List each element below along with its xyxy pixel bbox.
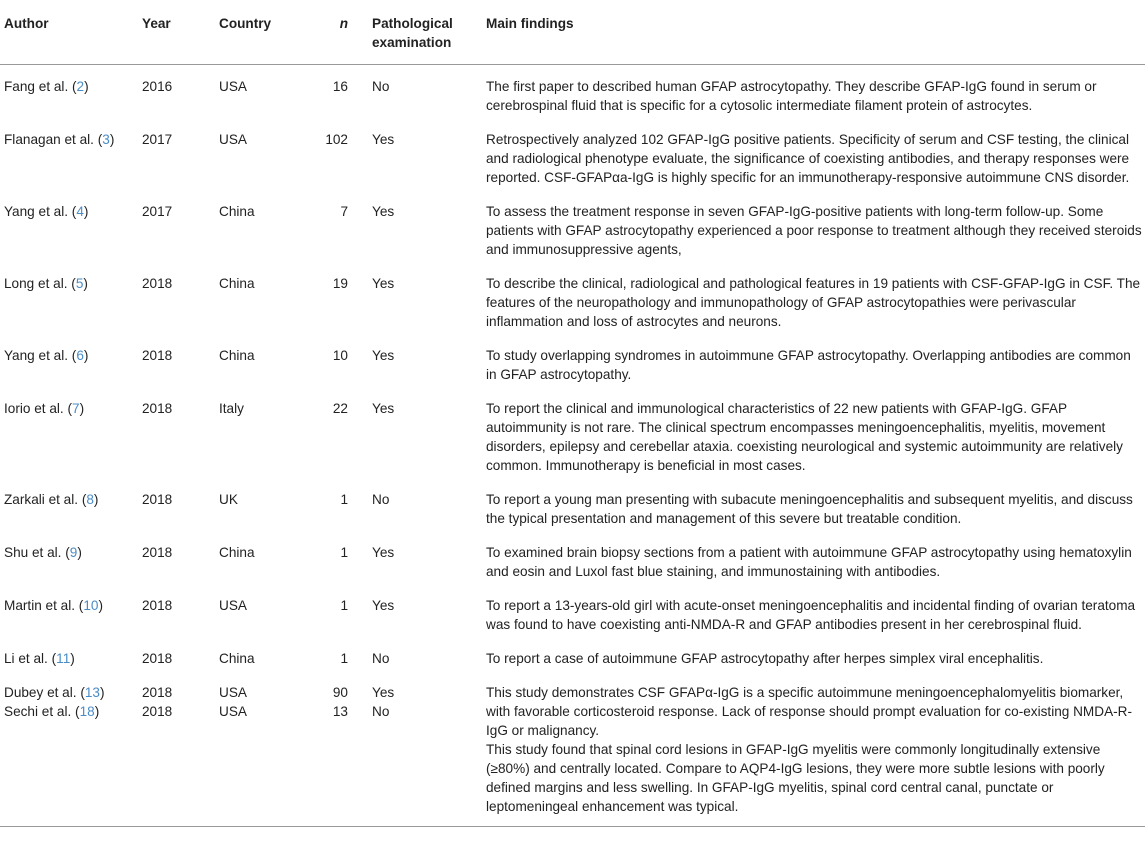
cell-findings: Retrospectively analyzed 102 GFAP-IgG positive patients. Specificity of serum and CSF testing, the clinical and radiological phenotype evaluate, the significance of coexisting antibodies, and therapy responses were reported. CSF-GFAPαa-IgG is highly specific for an immunotherapy-responsive autoimmune CNS disorder. xyxy=(486,132,1130,185)
cell-author: Iorio et al. (7) xyxy=(4,401,85,416)
table-row xyxy=(0,338,1145,391)
cell-findings: To report the clinical and immunological characteristics of 22 new patients with GFAP-IgG. GFAP autoimmunity is not rare. The clinical spectrum encompasses meningoencephalitis, myelitis, movement disorders, epilepsy and cerebellar ataxia. coexisting neurological and systemic autoimmunity are relatively common. Immunotherapy is beneficial in most cases. xyxy=(486,401,1123,473)
year-line: 2018 xyxy=(142,685,173,700)
cell-author: Li et al. (11) xyxy=(4,651,75,666)
cell-findings: To report a case of autoimmune GFAP astrocytopathy after herpes simplex viral encephalitis. xyxy=(486,651,1044,666)
cell-n: 16 xyxy=(332,79,348,94)
author-line: Sechi et al. (18) xyxy=(4,704,100,719)
cell-n: 1 xyxy=(340,651,348,666)
country-line: USA xyxy=(219,704,247,719)
header-n: n xyxy=(305,0,372,65)
cell-n: 102 xyxy=(325,132,348,147)
cell-year: 2018 xyxy=(142,348,173,363)
cell-country: China xyxy=(219,348,255,363)
reference-link[interactable]: 3 xyxy=(102,132,110,147)
reference-link[interactable]: 13 xyxy=(84,685,100,700)
reference-link[interactable]: 10 xyxy=(83,598,99,613)
pathological-line: No xyxy=(372,704,390,719)
reference-link[interactable]: 8 xyxy=(86,492,94,507)
table-row xyxy=(0,641,1145,675)
table-body xyxy=(0,65,1145,827)
table-row xyxy=(0,122,1145,194)
table-row xyxy=(0,194,1145,266)
cell-author: Yang et al. (6) xyxy=(4,348,89,363)
n-line: 90 xyxy=(332,685,348,700)
author-name: Flanagan et al. xyxy=(4,132,94,147)
cell-findings: To examined brain biopsy sections from a patient with autoimmune GFAP astrocytopathy using hematoxylin and eosin and Luxol fast blue staining, and immunostaining with antibodies. xyxy=(486,545,1132,579)
cell-author: Shu et al. (9) xyxy=(4,545,82,560)
cell-pathological: No xyxy=(372,492,390,507)
cell-year: 2018 xyxy=(142,598,173,613)
cell-n: 19 xyxy=(332,276,348,291)
author-name: Yang et al. xyxy=(4,204,68,219)
author-name: Yang et al. xyxy=(4,348,68,363)
n-line: 13 xyxy=(332,704,348,719)
cell-year xyxy=(142,675,219,827)
cell-country: China xyxy=(219,204,255,219)
table-header xyxy=(0,0,1145,65)
table-row xyxy=(0,391,1145,482)
cell-n xyxy=(305,675,372,827)
cell-findings: To assess the treatment response in seven GFAP-IgG-positive patients with long-term follow-up. Some patients with GFAP astrocytopathy experienced a poor response to treatment although they received steroids and immunosuppressive agents, xyxy=(486,204,1142,257)
reference-link[interactable]: 2 xyxy=(76,79,85,94)
cell-n: 10 xyxy=(332,348,348,363)
table-row xyxy=(0,65,1145,123)
cell-country: USA xyxy=(219,598,247,613)
cell-country: China xyxy=(219,545,255,560)
author-name: Dubey et al. xyxy=(4,685,77,700)
table-row xyxy=(0,266,1145,338)
cell-pathological: Yes xyxy=(372,204,395,219)
author-name: Sechi et al. xyxy=(4,704,72,719)
cell-pathological: Yes xyxy=(372,348,395,363)
author-name: Long et al. xyxy=(4,276,68,291)
cell-n: 22 xyxy=(332,401,348,416)
cell-pathological: No xyxy=(372,651,390,666)
cell-year: 2016 xyxy=(142,79,173,94)
cell-country: Italy xyxy=(219,401,244,416)
cell-author: Yang et al. (4) xyxy=(4,204,89,219)
cell-country xyxy=(219,675,305,827)
reference-link[interactable]: 4 xyxy=(76,204,84,219)
cell-author: Flanagan et al. (3) xyxy=(4,132,115,147)
cell-author: Martin et al. (10) xyxy=(4,598,103,613)
year-line: 2018 xyxy=(142,704,173,719)
cell-year: 2018 xyxy=(142,276,173,291)
header-country: Country xyxy=(219,0,305,65)
cell-findings: The first paper to described human GFAP astrocytopathy. They describe GFAP-IgG found in serum or cerebrospinal fluid that is specific for a cytosolic intermediate filament protein of astrocytes. xyxy=(486,79,1097,113)
cell-year: 2018 xyxy=(142,492,173,507)
author-name: Zarkali et al. xyxy=(4,492,79,507)
cell-author: Fang et al. (2) xyxy=(4,79,89,94)
author-line: Dubey et al. (13) xyxy=(4,685,105,700)
pathological-line: Yes xyxy=(372,685,395,700)
header-author: Author xyxy=(0,0,142,65)
cell-pathological: Yes xyxy=(372,598,395,613)
cell-country: UK xyxy=(219,492,238,507)
cell-pathological xyxy=(372,675,486,827)
reference-link[interactable]: 11 xyxy=(56,651,71,666)
cell-year: 2018 xyxy=(142,545,173,560)
cell-findings: To report a young man presenting with subacute meningoencephalitis and subsequent myelitis, and discuss the typical presentation and management of this severe but treatable condition. xyxy=(486,492,1133,526)
reference-link[interactable]: 5 xyxy=(75,276,84,291)
author-name: Iorio et al. xyxy=(4,401,64,416)
cell-n: 7 xyxy=(340,204,348,219)
author-name: Shu et al. xyxy=(4,545,62,560)
cell-country: China xyxy=(219,651,255,666)
author-name: Li et al. xyxy=(4,651,48,666)
findings-paragraph: This study demonstrates CSF GFAPα-IgG is a specific autoimmune meningoencephalomyelitis biomarker, with favorable corticosteroid response. Lack of response should prompt evaluation for co-existing NMDA-R-IgG or malignancy. xyxy=(486,685,1133,738)
table-row xyxy=(0,535,1145,588)
cell-findings: To study overlapping syndromes in autoimmune GFAP astrocytopathy. Overlapping antibodies are common in GFAP astrocytopathy. xyxy=(486,348,1131,382)
cell-country: China xyxy=(219,276,255,291)
cell-pathological: Yes xyxy=(372,132,395,147)
cell-findings xyxy=(486,675,1145,827)
cell-pathological: No xyxy=(372,79,390,94)
header-findings: Main findings xyxy=(486,0,1145,65)
header-row xyxy=(0,0,1145,65)
cell-year: 2017 xyxy=(142,132,173,147)
cell-findings: To describe the clinical, radiological and pathological features in 19 patients with CSF-GFAP-IgG in CSF. The features of the neuropathology and immunopathology of GFAP astrocytopathies were perivascular inflammation and loss of astrocytes and neurons. xyxy=(486,276,1141,329)
cell-pathological: Yes xyxy=(372,401,395,416)
cell-year: 2018 xyxy=(142,401,173,416)
cell-pathological: Yes xyxy=(372,545,395,560)
cell-author xyxy=(0,675,142,827)
reference-link[interactable]: 9 xyxy=(69,545,78,560)
reference-link[interactable]: 6 xyxy=(76,348,84,363)
cell-country: USA xyxy=(219,79,247,94)
cell-n: 1 xyxy=(340,492,348,507)
author-name: Martin et al. xyxy=(4,598,76,613)
cell-country: USA xyxy=(219,132,247,147)
cell-year: 2018 xyxy=(142,651,173,666)
table-row xyxy=(0,482,1145,535)
cell-findings: To report a 13-years-old girl with acute-onset meningoencephalitis and incidental finding of ovarian teratoma was found to have coexisting anti-NMDA-R and GFAP antibodies present in her cerebrospinal fluid. xyxy=(486,598,1136,632)
cell-author: Zarkali et al. (8) xyxy=(4,492,99,507)
cell-pathological: Yes xyxy=(372,276,395,291)
header-year: Year xyxy=(142,0,219,65)
cell-n: 1 xyxy=(340,598,348,613)
cell-n: 1 xyxy=(340,545,348,560)
reference-link[interactable]: 18 xyxy=(79,704,95,719)
country-line: USA xyxy=(219,685,247,700)
author-name: Fang et al. xyxy=(4,79,69,94)
table-row-merged xyxy=(0,675,1145,827)
cell-author: Long et al. (5) xyxy=(4,276,88,291)
reference-link[interactable]: 7 xyxy=(72,401,80,416)
cell-year: 2017 xyxy=(142,204,173,219)
findings-paragraph: This study found that spinal cord lesions in GFAP-IgG myelitis were commonly longitudinally extensive (≥80%) and centrally located. Compare to AQP4-IgG lesions, they were more subtle lesions with poorly defined margins and less swelling. In GFAP-IgG myelitis, spinal cord central canal, punctate or leptomeningeal enhancement was typical. xyxy=(486,742,1105,814)
header-pathological: Pathological examination xyxy=(372,0,486,65)
table-row xyxy=(0,588,1145,641)
